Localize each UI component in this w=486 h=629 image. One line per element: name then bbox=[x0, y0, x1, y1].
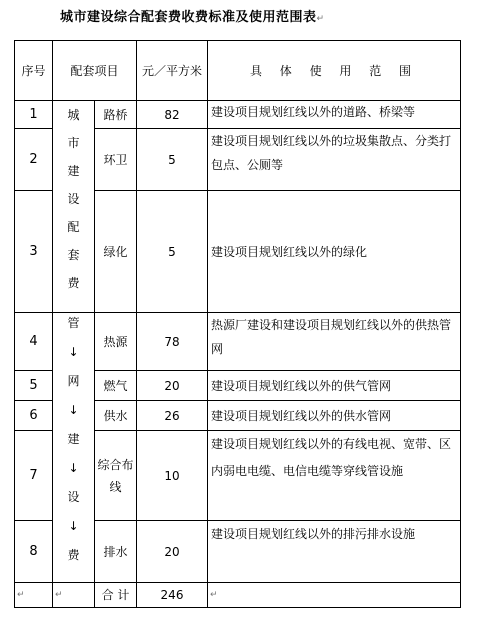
row-price: 10 bbox=[137, 431, 208, 521]
row-scope: 建设项目规划红线以外的排污排水设施 bbox=[208, 521, 461, 583]
row-price: 20 bbox=[137, 371, 208, 401]
row-scope: 建设项目规划红线以外的供气管网 bbox=[208, 371, 461, 401]
paragraph-mark: ↵ bbox=[208, 583, 461, 608]
paragraph-mark: ↵ bbox=[15, 583, 53, 608]
row-item-name: 绿化 bbox=[95, 191, 137, 313]
total-row bbox=[15, 583, 461, 608]
row-item-name: 燃气 bbox=[95, 371, 137, 401]
header-seq: 序号 bbox=[15, 41, 53, 101]
row-seq: 3 bbox=[15, 191, 53, 313]
header-unit: 元／平方米 bbox=[137, 41, 208, 101]
row-seq: 2 bbox=[15, 129, 53, 191]
row-price: 78 bbox=[137, 313, 208, 371]
row-price: 5 bbox=[137, 191, 208, 313]
group-label-city-fee: 城 市 建 设 配 套 费 bbox=[53, 101, 95, 313]
row-item-name: 环卫 bbox=[95, 129, 137, 191]
total-label: 合 计 bbox=[95, 583, 137, 608]
row-scope: 建设项目规划红线以外的有线电视、宽带、区内弱电电缆、电信电缆等穿线管设施 bbox=[208, 431, 461, 521]
document-title: 城市建设综合配套费收费标准及使用范围表↵ bbox=[60, 10, 325, 25]
paragraph-mark: ↵ bbox=[53, 583, 95, 608]
row-seq: 4 bbox=[15, 313, 53, 371]
row-price: 82 bbox=[137, 101, 208, 129]
row-seq: 8 bbox=[15, 521, 53, 583]
row-item-name: 供水 bbox=[95, 401, 137, 431]
header-item: 配套项目 bbox=[53, 41, 137, 101]
row-seq: 1 bbox=[15, 101, 53, 129]
row-scope: 热源厂建设和建设项目规划红线以外的供热管网 bbox=[208, 313, 461, 371]
group-label-network-fee: 管 ↓ 网 ↓ 建 ↓ 设 ↓ 费 bbox=[53, 313, 95, 583]
row-seq: 5 bbox=[15, 371, 53, 401]
total-value: 246 bbox=[137, 583, 208, 608]
row-seq: 6 bbox=[15, 401, 53, 431]
table-row bbox=[15, 313, 461, 371]
row-item-name: 路桥 bbox=[95, 101, 137, 129]
table-row bbox=[15, 101, 461, 129]
row-seq: 7 bbox=[15, 431, 53, 521]
row-price: 5 bbox=[137, 129, 208, 191]
row-price: 26 bbox=[137, 401, 208, 431]
header-scope: 具 体 使 用 范 围 bbox=[208, 41, 461, 101]
row-price: 20 bbox=[137, 521, 208, 583]
row-item-name: 热源 bbox=[95, 313, 137, 371]
row-scope: 建设项目规划红线以外的绿化 bbox=[208, 191, 461, 313]
table-header-row bbox=[15, 41, 461, 101]
row-scope: 建设项目规划红线以外的道路、桥梁等 bbox=[208, 101, 461, 129]
row-item-name: 排水 bbox=[95, 521, 137, 583]
row-item-name: 综合布线 bbox=[95, 431, 137, 521]
fee-table bbox=[14, 40, 461, 608]
row-scope: 建设项目规划红线以外的垃圾集散点、分类打包点、公厕等 bbox=[208, 129, 461, 191]
row-scope: 建设项目规划红线以外的供水管网 bbox=[208, 401, 461, 431]
